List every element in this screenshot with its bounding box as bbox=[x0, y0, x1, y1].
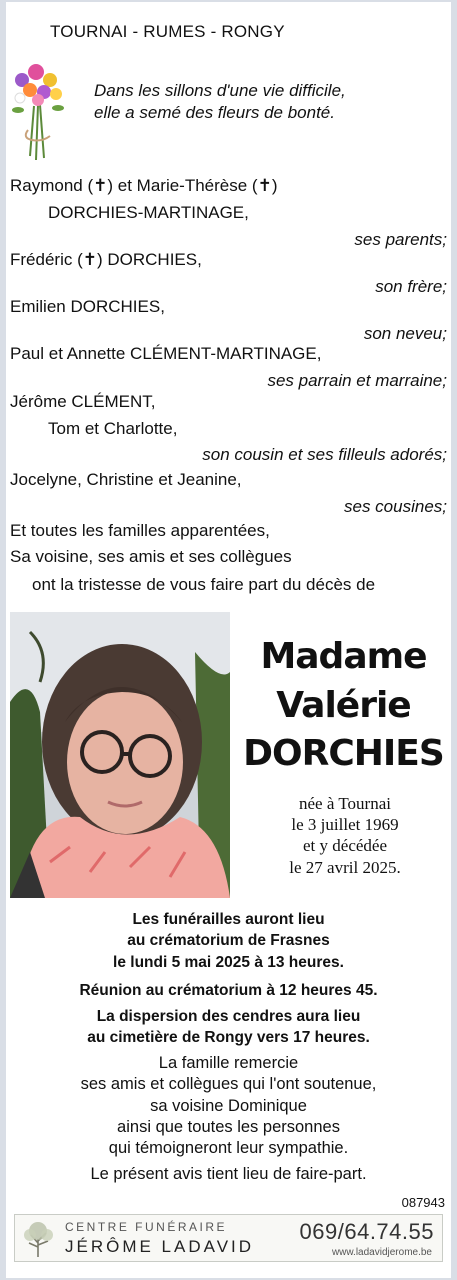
funeral-home-banner bbox=[14, 1214, 443, 1262]
deceased-first-name: Valérie bbox=[276, 685, 411, 726]
funeral-info: La dispersion des cendres aura lieu bbox=[96, 1008, 361, 1025]
tree-logo-icon bbox=[21, 1219, 55, 1257]
family-member: Raymond (✝) et Marie-Thérèse (✝) bbox=[10, 176, 278, 195]
thanks-line: Le présent avis tient lieu de faire-part. bbox=[90, 1165, 367, 1183]
funeral-info: Les funérailles auront lieu bbox=[132, 911, 325, 928]
thanks-line: sa voisine Dominique bbox=[150, 1097, 307, 1115]
family-relation: ses parents; bbox=[354, 230, 447, 249]
family-relation: son cousin et ses filleuls adorés; bbox=[202, 445, 447, 464]
family-member: Jocelyne, Christine et Jeanine, bbox=[10, 470, 242, 489]
family-relation: ses cousines; bbox=[344, 497, 447, 516]
location-header: TOURNAI - RUMES - RONGY bbox=[50, 22, 285, 41]
reference-number: 087943 bbox=[401, 1195, 445, 1210]
deceased-title: Madame bbox=[260, 636, 427, 677]
announce-line: Et toutes les familles apparentées, bbox=[10, 521, 270, 540]
funeral-home-phone[interactable]: 069/64.74.55 bbox=[299, 1219, 434, 1244]
funeral-home-name: JÉRÔME LADAVID bbox=[65, 1237, 255, 1256]
deceased-last-name: DORCHIES bbox=[243, 733, 444, 774]
family-relation: ses parrain et marraine; bbox=[267, 371, 447, 390]
family-member: Jérôme CLÉMENT, bbox=[10, 392, 156, 411]
verse-line: elle a semé des fleurs de bonté. bbox=[94, 103, 335, 122]
thanks-line: qui témoigneront leur sympathie. bbox=[108, 1139, 349, 1157]
funeral-info: au crématorium de Frasnes bbox=[127, 932, 330, 949]
funeral-info: le lundi 5 mai 2025 à 13 heures. bbox=[113, 954, 344, 971]
thanks-line: ainsi que toutes les personnes bbox=[117, 1118, 340, 1136]
funeral-home-website[interactable]: www.ladavidjerome.be bbox=[331, 1247, 432, 1258]
family-relation: son frère; bbox=[375, 277, 447, 296]
family-member: Paul et Annette CLÉMENT-MARTINAGE, bbox=[10, 344, 322, 363]
deceased-photo bbox=[10, 612, 230, 898]
announce-line: Sa voisine, ses amis et ses collègues bbox=[10, 547, 292, 566]
family-member: Emilien DORCHIES, bbox=[10, 297, 165, 316]
thanks-line: ses amis et collègues qui l'ont soutenue, bbox=[80, 1075, 377, 1093]
flower-bouquet-icon bbox=[10, 60, 68, 164]
memorial-verse bbox=[94, 80, 346, 124]
announce-line: ont la tristesse de vous faire part du décès de bbox=[32, 575, 376, 594]
funeral-info: au cimetière de Rongy vers 17 heures. bbox=[87, 1029, 370, 1046]
birth-info: le 27 avril 2025. bbox=[289, 858, 401, 877]
funeral-info: Réunion au crématorium à 12 heures 45. bbox=[79, 982, 378, 999]
verse-line: Dans les sillons d'une vie difficile, bbox=[94, 81, 346, 100]
birth-info: née à Tournai bbox=[299, 794, 391, 813]
family-member: Frédéric (✝) DORCHIES, bbox=[10, 250, 202, 269]
birth-info: et y décédée bbox=[303, 836, 387, 855]
thanks-line: La famille remercie bbox=[158, 1054, 299, 1072]
family-relation: son neveu; bbox=[363, 324, 447, 343]
funeral-home-label: CENTRE FUNÉRAIRE bbox=[65, 1220, 228, 1234]
birth-info: le 3 juillet 1969 bbox=[291, 815, 399, 834]
family-member: Tom et Charlotte, bbox=[48, 419, 178, 438]
family-member: DORCHIES-MARTINAGE, bbox=[48, 203, 249, 222]
